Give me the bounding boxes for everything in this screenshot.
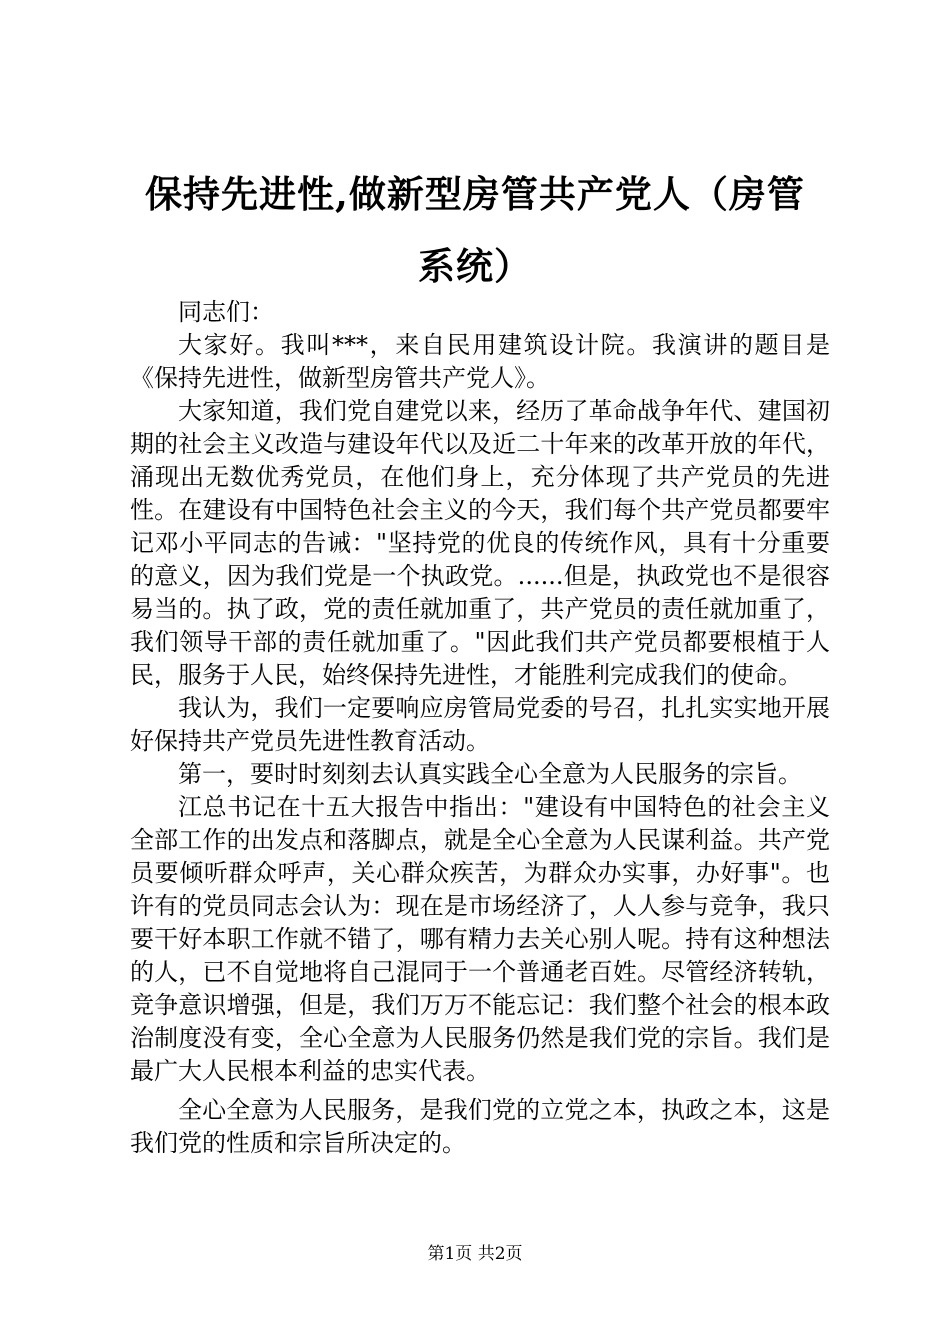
paragraph-call-to-action: 我认为，我们一定要响应房管局党委的号召，扎扎实实地开展好保持共产党员先进性教育活动。 <box>130 694 830 755</box>
paragraph-history: 大家知道，我们党自建党以来，经历了革命战争年代、建国初期的社会主义改造与建设年代以及近二十年来的改革开放的年代，涌现出无数优秀党员，在他们身上，充分体现了共产党员的先进性。在建设有中国特色社会主义的今天，我们每个共产党员都要牢记邓小平同志的告诫："坚持党的优良的传统作风，具有十分重要的意义，因为我们党是一个执政党。......但是，执政党也不是很容易当的。执了政，党的责任就加重了，共产党员的责任就加重了，我们领导干部的责任就加重了。"因此我们共产党员都要根植于人民，服务于人民，始终保持先进性，才能胜利完成我们的使命。 <box>130 397 830 689</box>
page-footer: 第1页 共2页 <box>427 1244 523 1264</box>
paragraph-salutation: 同志们： <box>178 298 274 326</box>
paragraph-point-one: 第一，要时时刻刻去认真实践全心全意为人民服务的宗旨。 <box>178 760 802 788</box>
document-title: 保持先进性,做新型房管共产党人（房管系统） <box>145 172 805 288</box>
paragraph-introduction: 大家好。我叫***，来自民用建筑设计院。我演讲的题目是《保持先进性，做新型房管共产党人》。 <box>130 331 830 392</box>
document-body <box>130 296 830 1160</box>
paragraph-quote: 江总书记在十五大报告中指出："建设有中国特色的社会主义全部工作的出发点和落脚点，就是全心全意为人民谋利益。共产党员要倾听群众呼声，关心群众疾苦，为群众办实事，办好事"。也许有的党员同志会认为：现在是市场经济了，人人参与竞争，我只要干好本职工作就不错了，哪有精力去关心别人呢。持有这种想法的人，已不自觉地将自己混同于一个普通老百姓。尽管经济转轨，竞争意识增强，但是，我们万万不能忘记：我们整个社会的根本政治制度没有变，全心全意为人民服务仍然是我们党的宗旨。我们是最广大人民根本利益的忠实代表。 <box>130 793 830 1085</box>
paragraph-conclusion: 全心全意为人民服务，是我们党的立党之本，执政之本，这是我们党的性质和宗旨所决定的。 <box>130 1096 830 1157</box>
